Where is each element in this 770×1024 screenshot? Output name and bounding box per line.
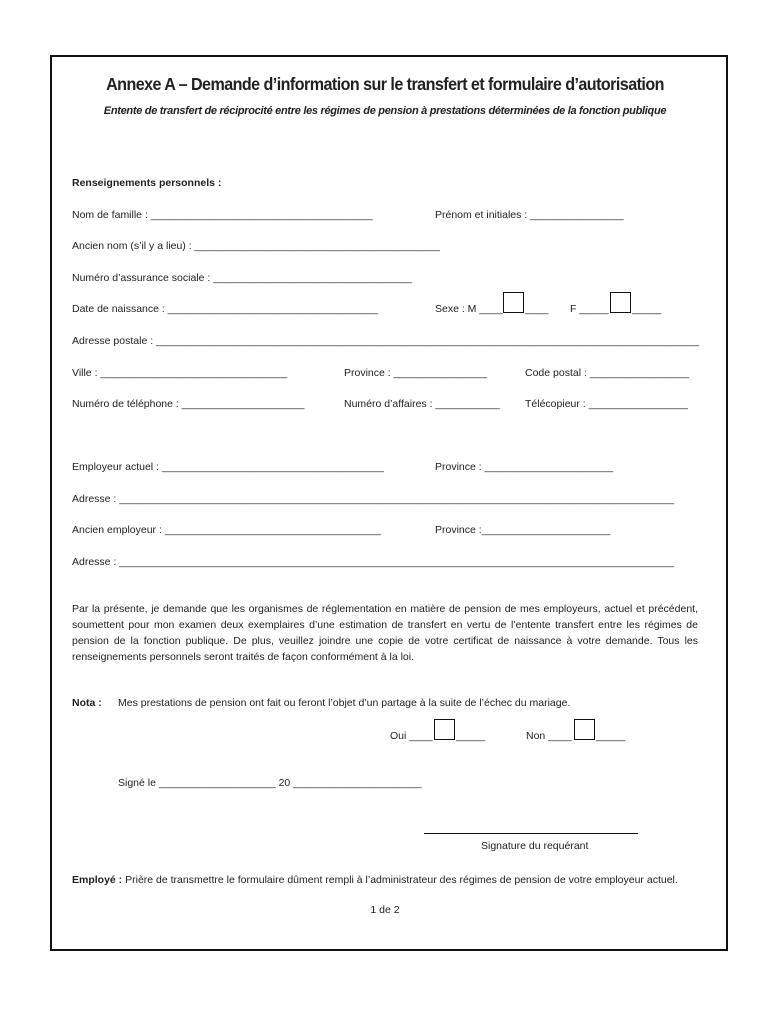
ancien-employeur-field[interactable]: Ancien employeur : _____________________________________ xyxy=(72,524,381,536)
sexe-f-line: _____ xyxy=(632,303,662,315)
signature-line[interactable] xyxy=(424,833,638,834)
non-checkbox[interactable] xyxy=(574,719,595,740)
province-ancien-field[interactable]: Province :______________________ xyxy=(435,524,611,536)
sexe-f-label: F _____ xyxy=(570,303,609,315)
telecopieur-field[interactable]: Télécopieur : _________________ xyxy=(525,398,688,410)
date-naissance-field[interactable]: Date de naissance : ____________________________________ xyxy=(72,303,378,315)
oui-checkbox[interactable] xyxy=(434,719,455,740)
nom-famille-field[interactable]: Nom de famille : ______________________________________ xyxy=(72,209,373,221)
employe-text: Prière de transmettre le formulaire dûment rempli à l’administrateur des régimes de pension de votre employeur actuel. xyxy=(125,874,678,886)
page-title: Annexe A – Demande d’information sur le transfert et formulaire d’autorisation xyxy=(106,74,664,94)
affaires-field[interactable]: Numéro d’affaires : ___________ xyxy=(344,398,500,410)
ancien-nom-field[interactable]: Ancien nom (s’il y a lieu) : __________________________________________ xyxy=(72,240,440,252)
sexe-f-checkbox[interactable] xyxy=(610,292,631,313)
code-postal-field[interactable]: Code postal : _________________ xyxy=(525,367,690,379)
telephone-field[interactable]: Numéro de téléphone : _____________________ xyxy=(72,398,305,410)
prenom-field[interactable]: Prénom et initiales : ________________ xyxy=(435,209,624,221)
non-label: Non ____ xyxy=(526,730,572,742)
declaration-paragraph: Par la présente, je demande que les organismes de réglementation en matière de pension de mes employeurs, actuel et précédent, soumettent pour mon examen deux exemplaires d’une estimation de transfert en vertu de l’entente transfert entre les régimes de pension de la fonction publique. De plus, veuillez joindre une copie de votre certificat de naissance à votre demande. Tous les renseignements personnels seront traités de façon conformément à la loi. xyxy=(72,603,698,663)
employeur-actuel-field[interactable]: Employeur actuel : ______________________________________ xyxy=(72,461,384,473)
non-line: _____ xyxy=(596,730,626,742)
sexe-m-checkbox[interactable] xyxy=(503,292,524,313)
nas-field[interactable]: Numéro d’assurance sociale : __________________________________ xyxy=(72,272,412,284)
oui-line: _____ xyxy=(456,730,486,742)
nota-label: Nota : xyxy=(72,697,102,709)
sexe-m-line: ____ xyxy=(525,303,549,315)
section-personal-label: Renseignements personnels : xyxy=(72,177,222,189)
signe-le-field[interactable]: Signé le ____________________ 20 ______________________ xyxy=(118,777,422,789)
employe-label: Employé : xyxy=(72,874,123,886)
province-actuel-field[interactable]: Province : ______________________ xyxy=(435,461,614,473)
adresse-actuel-field[interactable]: Adresse : _______________________________________________________________________________________________ xyxy=(72,493,675,505)
province-field[interactable]: Province : ________________ xyxy=(344,367,488,379)
adresse-ancien-field[interactable]: Adresse : _______________________________________________________________________________________________ xyxy=(72,556,675,568)
employe-note xyxy=(72,872,698,888)
signature-label: Signature du requérant xyxy=(481,840,589,852)
page-subtitle: Entente de transfert de réciprocité entre les régimes de pension à prestations déterminées de la fonction publique xyxy=(103,105,667,117)
adresse-postale-field[interactable]: Adresse postale : _____________________________________________________________________________________________ xyxy=(72,335,700,347)
page-number: 1 de 2 xyxy=(370,904,400,916)
ville-field[interactable]: Ville : ________________________________ xyxy=(72,367,288,379)
oui-label: Oui ____ xyxy=(390,730,433,742)
sexe-m-label: Sexe : M ____ xyxy=(435,303,503,315)
nota-text: Mes prestations de pension ont fait ou feront l’objet d’un partage à la suite de l’échec du mariage. xyxy=(118,697,571,709)
